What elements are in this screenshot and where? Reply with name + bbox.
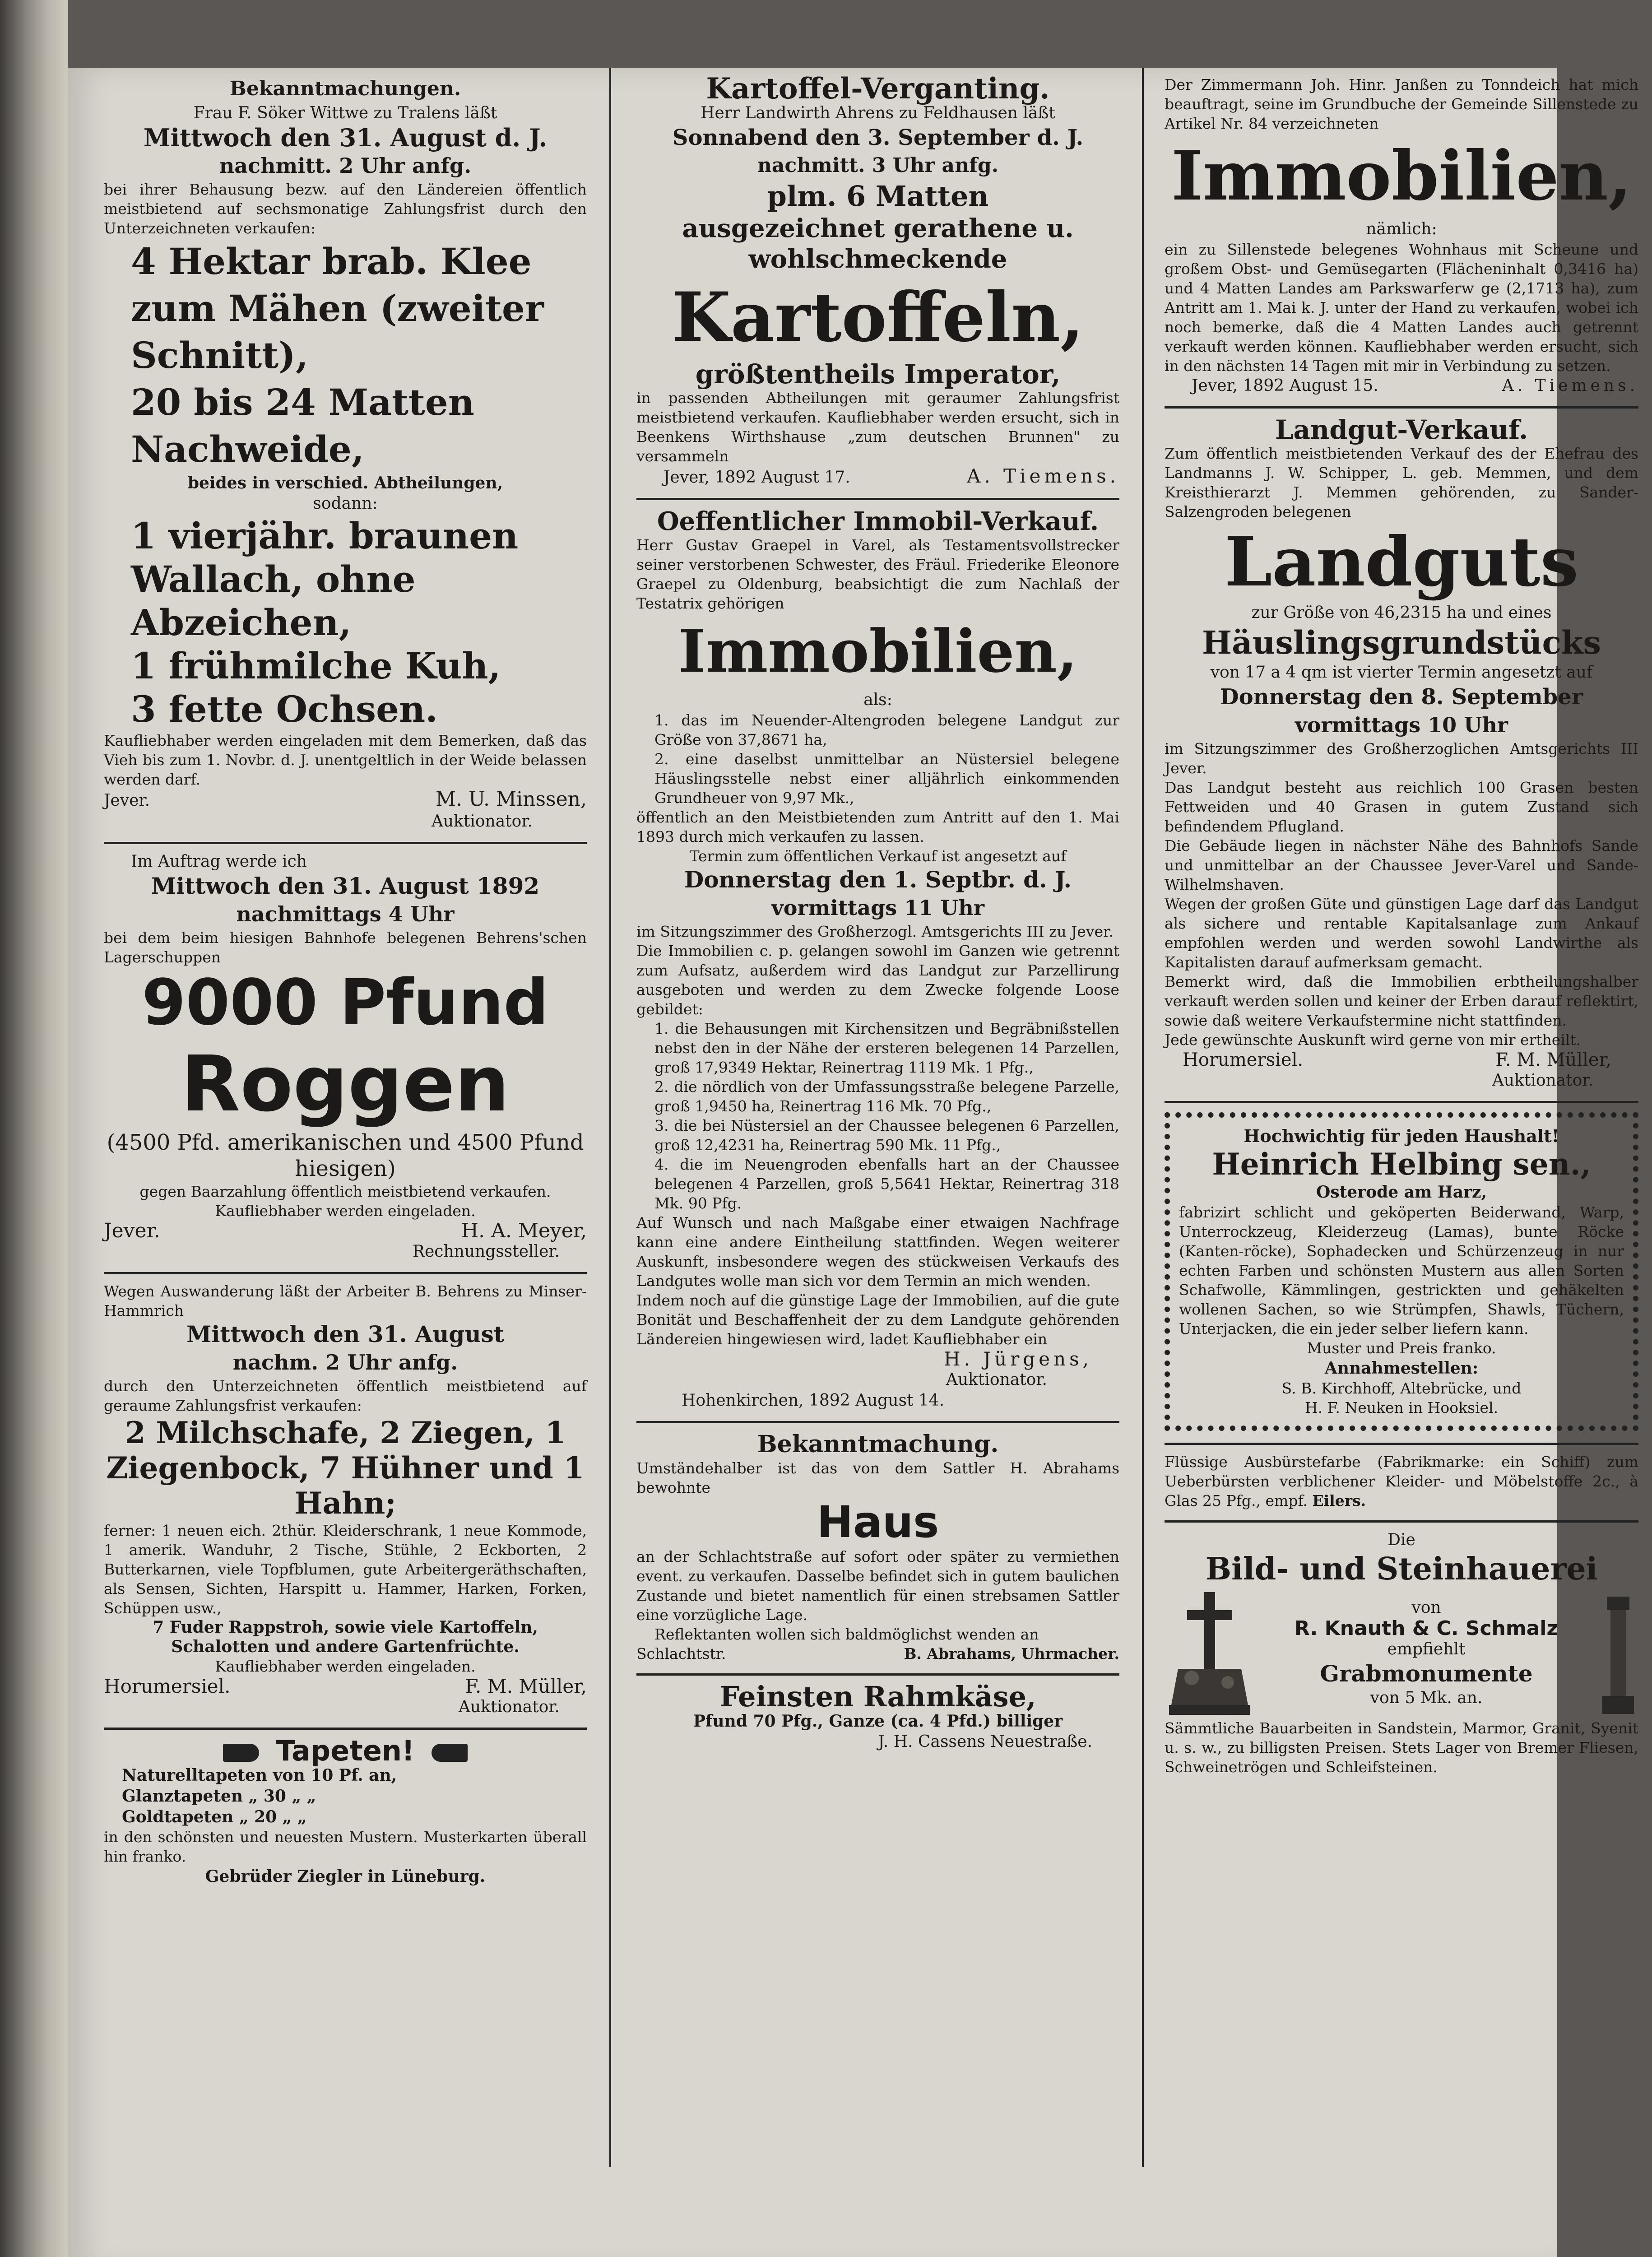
ad-body: Wegen Auswanderung läßt der Arbeiter B. Behrens zu Minser-Hammrich [104, 1282, 587, 1319]
ad-body: Kaufliebhaber werden eingeladen mit dem Bemerken, daß das Vieh bis zum 1. Novbr. d. J. unentgeltlich in der Weide belassen werden darf. [104, 732, 587, 788]
ad-place: Hohenkirchen, 1892 August 14. [682, 1391, 945, 1410]
ad-signature-row [1165, 1050, 1638, 1070]
ad-title: Kartoffel-Verganting. [706, 72, 1050, 106]
ad-body: bei ihrer Behausung bezw. auf den Ländereien öffentlich meistbietend auf sechsmonatige Zahlungsfrist durch den Unterzeichneten verkaufen: [104, 181, 587, 237]
ad-time: nachmitt. 2 Uhr anfg. [219, 153, 472, 178]
column-2 [623, 68, 1133, 2167]
ad-headline: 4 Hektar brab. Klee zum Mähen (zweiter Schnitt), [131, 240, 544, 376]
ad-time: nachmitt. 3 Uhr anfg. [757, 154, 999, 177]
ad-body: Jede gewünschte Auskunft wird gerne von mir ertheilt. [1165, 1031, 1581, 1049]
ad-roggen-auction [104, 844, 587, 1274]
ad-signature-row [1165, 376, 1638, 396]
ad-place: Jever. [104, 791, 150, 810]
ad-place: Horumersiel. [1183, 1050, 1304, 1070]
ad-headline: Grabmonumente [1320, 1660, 1533, 1687]
ad-headline: Kartoffeln, [672, 278, 1084, 357]
ad-body: im Sitzungszimmer des Großherzogl. Amtsgerichts III zu Jever. [636, 923, 1114, 940]
ad-headline: 1 frühmilche Kuh, [131, 645, 501, 687]
ad-list-item: 1. das im Neuender-Altengroden belegene Landgut zur Größe von 37,8671 ha, [654, 711, 1119, 748]
pointing-hand-icon [432, 1744, 468, 1762]
ad-list-item: 4. die im Neuengroden ebenfalls hart an der Chaussee belegenen 4 Parzellen, groß 5,5641 Hektar, Reinertrag 318 Mk. 90 Pfg. [654, 1156, 1119, 1212]
ad-line: Die [1387, 1531, 1415, 1549]
column-3 [1151, 68, 1652, 2167]
ad-body: Auf Wunsch und nach Maßgabe einer etwaigen Nachfrage kann eine andere Eintheilung stattfinden. Wegen weiterer Auskunft, insbesondere wegen des stückweisen Verkaufs des Landgutes wolle man sich vor dem Termin an mich wenden. [636, 1214, 1119, 1290]
monument-block [1165, 1588, 1638, 1718]
ad-title: Oeffentlicher Immobil-Verkauf. [657, 506, 1099, 536]
ad-helbing [1165, 1103, 1638, 1445]
ad-time: vormittags 11 Uhr [771, 896, 984, 920]
ad-body: im Sitzungszimmer des Großherzoglichen Amtsgerichts III Jever. [1165, 740, 1638, 777]
ad-body: durch den Unterzeichneten öffentlich meistbietend auf geraume Zahlungsfrist verkaufen: [104, 1377, 587, 1414]
ad-landgut-verkauf [1165, 409, 1638, 1103]
ad-line: Im Auftrag werde ich [131, 852, 307, 871]
ad-body: Wegen der großen Güte und günstigen Lage darf das Landgut als sichere und rentable Kapitalsanlage zum Ankauf empfohlen werden und werden sowohl Landwirthe als Kapitalisten darauf aufmerksam gemacht. [1165, 895, 1638, 971]
ad-headline: plm. 6 Matten [767, 180, 989, 213]
ad-body: Indem noch auf die günstige Lage der Immobilien, auf die gute Bonität und Beschaffenheit der zu dem Landgute gehörenden Ländereien hingewiesen wird, ladet Kaufliebhaber ein [636, 1291, 1119, 1348]
book-spine [0, 0, 68, 2257]
ad-signature-row [636, 466, 1119, 488]
ad-kartoffel [636, 68, 1119, 500]
ad-subline: (4500 Pfd. amerikanischen und 4500 Pfund hiesigen) [107, 1130, 584, 1181]
ad-body: Die Immobilien c. p. gelangen sowohl im Ganzen wie getrennt zum Aufsatz, außerdem wird das Landgut zur Parzellirung ausgeboten und werden zu dem Zwecke folgende Loose gebildet: [636, 942, 1119, 1018]
ad-headline: 9000 Pfund [142, 966, 549, 1040]
ad-date: Donnerstag den 8. September [1220, 684, 1583, 710]
ad-body: Reflektanten wollen sich baldmöglichst wenden an [654, 1625, 1039, 1643]
column-rule [609, 68, 611, 2167]
ad-headline: Häuslingsgrundstücks [1202, 624, 1601, 661]
ad-place: Jever, 1892 August 15. [1192, 376, 1378, 395]
ad-body: an der Schlachtstraße auf sofort oder später zu vermiethen event. zu verkaufen. Dasselbe befindet sich in gutem baulichen Zustande und bietet namentlich für einen strebsamen Sattler eine vorzügliche Lage. [636, 1548, 1119, 1624]
ad-body: in den schönsten und neuesten Mustern. Musterkarten überall hin franko. [104, 1828, 587, 1865]
ad-line: von 17 a 4 qm ist vierter Termin angesetzt auf [1210, 663, 1593, 682]
ad-headline: Roggen [181, 1040, 510, 1129]
ad-signature: F. M. Müller, [465, 1675, 587, 1697]
ad-role: Auktionator. [431, 812, 533, 831]
ad-headline: Heinrich Helbing sen., [1212, 1147, 1591, 1182]
ad-headline: 1 vierjähr. braunen Wallach, ohne Abzeichen, [131, 515, 519, 644]
ad-title: Bekanntmachungen. [229, 77, 461, 100]
ad-body: in passenden Abtheilungen mit geraumer Zahlungsfrist meistbietend verkaufen. Kaufliebhaber werden ersucht, sich in Beenkens Wirthshause „zum deutschen Brunnen" zu versammeln [636, 389, 1119, 465]
ad-tralens-auction [104, 68, 587, 844]
price-row: Naturelltapeten von 10 Pf. an, [122, 1766, 397, 1785]
ad-time: nachmittags 4 Uhr [236, 902, 455, 926]
ad-list-item: 1. die Behausungen mit Kirchensitzen und Begräbnißstellen nebst den in der Nähe der ersteren belegenen 14 Parzellen, groß 17,9349 Hektar, Reinertrag 1119 Mk. 1 Pfg., [654, 1020, 1119, 1076]
ad-signature: H. Jürgens, [944, 1348, 1092, 1370]
ad-place: Jever, 1892 August 17. [664, 468, 850, 487]
ad-signature: M. U. Minssen, [435, 788, 587, 811]
ad-ausbuerstefarbe [1165, 1445, 1638, 1523]
ad-headline: 20 bis 24 Matten Nachweide, [131, 381, 474, 470]
ad-line: zur Größe von 46,2315 ha und eines [1251, 604, 1552, 622]
ad-headline: Bild- und Steinhauerei [1205, 1551, 1598, 1587]
ad-line: Muster und Preis franko. [1307, 1339, 1496, 1357]
ad-line: Osterode am Harz, [1316, 1183, 1487, 1202]
ad-immobil-verkauf [636, 500, 1119, 1423]
pointing-hand-icon [223, 1744, 259, 1762]
ad-body: Termin zum öffentlichen Verkauf ist angesetzt auf [689, 847, 1067, 865]
ad-body: bei dem beim hiesigen Bahnhofe belegenen Behrens'schen Lagerschuppen [104, 929, 587, 966]
ad-signature: H. A. Meyer, [461, 1219, 587, 1242]
ad-place: Horumersiel. [104, 1675, 231, 1697]
ad-signature-row [636, 1644, 1119, 1663]
ad-bold-line: 7 Fuder Rappstroh, sowie viele Kartoffeln, Schalotten und andere Gartenfrüchte. [153, 1618, 538, 1656]
ad-signature: Gebrüder Ziegler in Lüneburg. [205, 1867, 486, 1886]
ad-date: Mittwoch den 31. August [186, 1321, 504, 1347]
ad-line: als: [863, 691, 892, 709]
ad-signature-row [104, 1221, 587, 1241]
ad-headline: 2 Milchschafe, 2 Ziegen, 1 Ziegenbock, 7 Hühner und 1 Hahn; [106, 1415, 585, 1521]
ad-list-item: 2. die nördlich von der Umfassungsstraße belegene Parzelle, groß 1,9450 ha, Reinertrag 116 Mk. 70 Pfg., [654, 1078, 1119, 1115]
ad-body: Umständehalber ist das von dem Sattler H. Abrahams bewohnte [636, 1459, 1119, 1496]
ad-rahmkaese [636, 1676, 1119, 1762]
ad-headline: Immobilien, [1171, 136, 1632, 216]
column-rule [1142, 68, 1144, 2167]
ad-immobilien-sillenstede [1165, 68, 1638, 409]
ad-title: Bekanntmachung. [757, 1430, 999, 1458]
ad-line: von [1411, 1598, 1441, 1617]
ad-line: sodann: [313, 494, 378, 513]
ad-body: fabrizirt schlicht und geköperten Beiderwand, Warp, Unterrockzeug, Kleiderzeug (Lamas), bunte Röcke (Kanten-röcke), Sophadecken und Schürzenzeug in nur echten Farben und schönsten Mustern aus allen Sorten Schafwolle, Kämmlingen, gestrickten und gehäkelten wollenen Sachen, so wie Strümpfen, Shawls, Tüchern, Unterjacken, die ein jeder selber liefern kann. [1179, 1203, 1624, 1337]
ad-line: Annahmestellen: [1324, 1359, 1479, 1378]
ad-body: Flüssige Ausbürstefarbe (Fabrikmarke: ein Schiff) zum Ueberbürsten verblichener Kleider- und Möbelstoffe 2c., à Glas 25 Pfg., empf. [1165, 1453, 1638, 1509]
ad-time: vormittags 10 Uhr [1295, 713, 1508, 737]
ad-body: öffentlich an den Meistbietenden zum Antritt auf den 1. Mai 1893 durch mich verkaufen zu lassen. [636, 808, 1119, 845]
ad-firm: R. Knauth & C. Schmalz [1294, 1617, 1559, 1640]
ad-role: Auktionator. [458, 1698, 560, 1716]
ad-headline: Haus [817, 1497, 939, 1547]
column-1 [90, 68, 600, 2167]
ad-role: Auktionator. [946, 1370, 1047, 1389]
ad-body: ein zu Sillenstede belegenes Wohnhaus mit Scheune und großem Obst- und Gemüsegarten (Flächeninhalt 0,3416 ha) und 4 Matten Landes am Parkswarferw ge (2,1713 ha), zum Antritt am 1. Mai k. J. unter der Hand zu verkaufen, wobei ich noch bemerke, daß die 4 Matten Landes auch getrennt verkauft werden können. Kaufliebhaber werden ersucht, sich in den nächsten 14 Tagen mit mir in Verbindung zu setzen. [1165, 241, 1638, 375]
ad-headline: größtentheils Imperator, [695, 359, 1061, 390]
price-row: Goldtapeten „ 20 „ „ [122, 1807, 307, 1826]
ad-list: ferner: 1 neuen eich. 2thür. Kleiderschrank, 1 neue Kommode, 1 amerik. Wanduhr, 2 Tische, Stühle, 2 Eckborten, 2 Butterkarnen, viele Topfblumen, gute Arbeitergeräthschaften, als Sensen, Sichten, Harspitt u. Hammer, Harken, Forken, Schüppen usw., [104, 1522, 587, 1617]
ad-title: Tapeten! [276, 1734, 415, 1767]
ad-body: Kaufliebhaber werden eingeladen. [215, 1658, 476, 1675]
ad-line: Herr Landwirth Ahrens zu Feldhausen läßt [701, 104, 1055, 122]
ad-title: Landgut-Verkauf. [1275, 414, 1528, 445]
ad-body: Das Landgut besteht aus reichlich 100 Grasen besten Fettweiden und 40 Grasen in gutem Zustand sich befindendem Pflugland. [1165, 779, 1638, 835]
ad-signature: B. Abrahams, Uhrmacher. [904, 1645, 1119, 1663]
ad-body: gegen Baarzahlung öffentlich meistbietend verkaufen. Kaufliebhaber werden eingeladen. [139, 1183, 551, 1220]
ad-line: beides in verschied. Abtheilungen, [187, 474, 503, 492]
ad-body: Bemerkt wird, daß die Immobilien erbtheilungshalber verkauft werden sollen und keiner der Erben darauf reflektirt, sowie daß weitere Verkaufstermine nicht stattfinden. [1165, 973, 1638, 1029]
ad-line: H. F. Neuken in Hooksiel. [1304, 1399, 1499, 1416]
ad-date: Sonnabend den 3. September d. J. [672, 125, 1084, 150]
ad-line: nämlich: [1366, 220, 1437, 238]
ad-headline: Immobilien, [678, 617, 1078, 686]
ad-body: Der Zimmermann Joh. Hinr. Janßen zu Tonndeich hat mich beauftragt, seine im Grundbuche der Gemeinde Sillenstede zu Artikel Nr. 84 verzeichneten [1165, 76, 1638, 132]
ad-line: Frau F. Söker Wittwe zu Tralens läßt [193, 104, 497, 122]
ad-signature-row [104, 1676, 587, 1697]
ad-place: Schlachtstr. [636, 1645, 726, 1663]
ad-signature: Eilers. [1312, 1492, 1366, 1509]
price-row: Glanztapeten „ 30 „ „ [122, 1787, 316, 1806]
ad-title: Feinsten Rahmkäse, [719, 1680, 1036, 1713]
ad-signature-row [104, 789, 587, 811]
ad-time: nachm. 2 Uhr anfg. [232, 1350, 458, 1375]
ad-headline: 3 fette Ochsen. [131, 688, 438, 730]
ad-body: Pfund 70 Pfg., Ganze (ca. 4 Pfd.) billiger [693, 1712, 1063, 1731]
ad-emigration-auction [104, 1274, 587, 1730]
ad-body: Sämmtliche Bauarbeiten in Sandstein, Marmor, Granit, Syenit u. s. w., zu billigsten Preisen. Stets Lager von Bremer Fliesen, Schweinetrögen und Schleifsteinen. [1165, 1719, 1638, 1776]
ad-tapeten [104, 1730, 587, 1897]
ad-steinhauerei [1165, 1523, 1638, 1787]
ad-line: von 5 Mk. an. [1370, 1689, 1483, 1707]
ad-body: Die Gebäude liegen in nächster Nähe des Bahnhofs Sande und unmittelbar an der Chaussee Jever-Varel und Sande-Wilhelmshaven. [1165, 837, 1638, 893]
ad-date: Donnerstag den 1. Septbr. d. J. [684, 866, 1072, 893]
ad-list-item: 3. die bei Nüstersiel an der Chaussee belegenen 6 Parzellen, groß 12,4231 ha, Reinertrag 590 Mk. 11 Pfg., [654, 1117, 1119, 1154]
ad-date: Mittwoch den 31. August d. J. [143, 123, 548, 152]
ad-signature: F. M. Müller, [1495, 1050, 1611, 1070]
monument-pillar-icon [1598, 1588, 1638, 1718]
ad-date: Mittwoch den 31. August 1892 [151, 873, 540, 899]
ad-headline: ausgezeichnet gerathene u. wohlschmeckende [682, 214, 1074, 274]
ad-body: Zum öffentlich meistbietenden Verkauf des der Ehefrau des Landmanns J. W. Schipper, L. geb. Memmen, und dem Kreisthierarzt J. Memmen gehörenden, zu Sander-Salzengroden belegenen [1165, 445, 1638, 520]
ad-signature: J. H. Cassens Neuestraße. [878, 1732, 1092, 1751]
ad-role: Auktionator. [1492, 1071, 1593, 1090]
ad-place: Jever. [104, 1219, 160, 1242]
ad-signature: A. Tiemens. [967, 465, 1119, 487]
ad-body: Herr Gustav Graepel in Varel, als Testamentsvollstrecker seiner verstorbenen Schwester, des Fräul. Friederike Eleonore Graepel zu Oldenburg, beabsichtigt die zum Nachlaß der Testatrix gehörigen [636, 536, 1119, 612]
ad-line: S. B. Kirchhoff, Altebrücke, und [1281, 1379, 1522, 1397]
gravestone-cross-icon [1165, 1588, 1255, 1718]
ad-haus [636, 1423, 1119, 1676]
ad-signature: A. Tiemens. [1502, 376, 1638, 395]
ad-headline: Landguts [1224, 522, 1579, 602]
ad-role: Rechnungssteller. [412, 1242, 560, 1261]
ad-list-item: 2. eine daselbst unmittelbar an Nüstersiel belegene Häuslingsstelle nebst einer alljährlich einkommenden Grundheuer von 9,97 Mk., [654, 750, 1119, 807]
dotted-frame [1165, 1112, 1638, 1431]
ad-line: empfiehlt [1387, 1640, 1466, 1658]
ad-line: Hochwichtig für jeden Haushalt! [1244, 1126, 1559, 1146]
